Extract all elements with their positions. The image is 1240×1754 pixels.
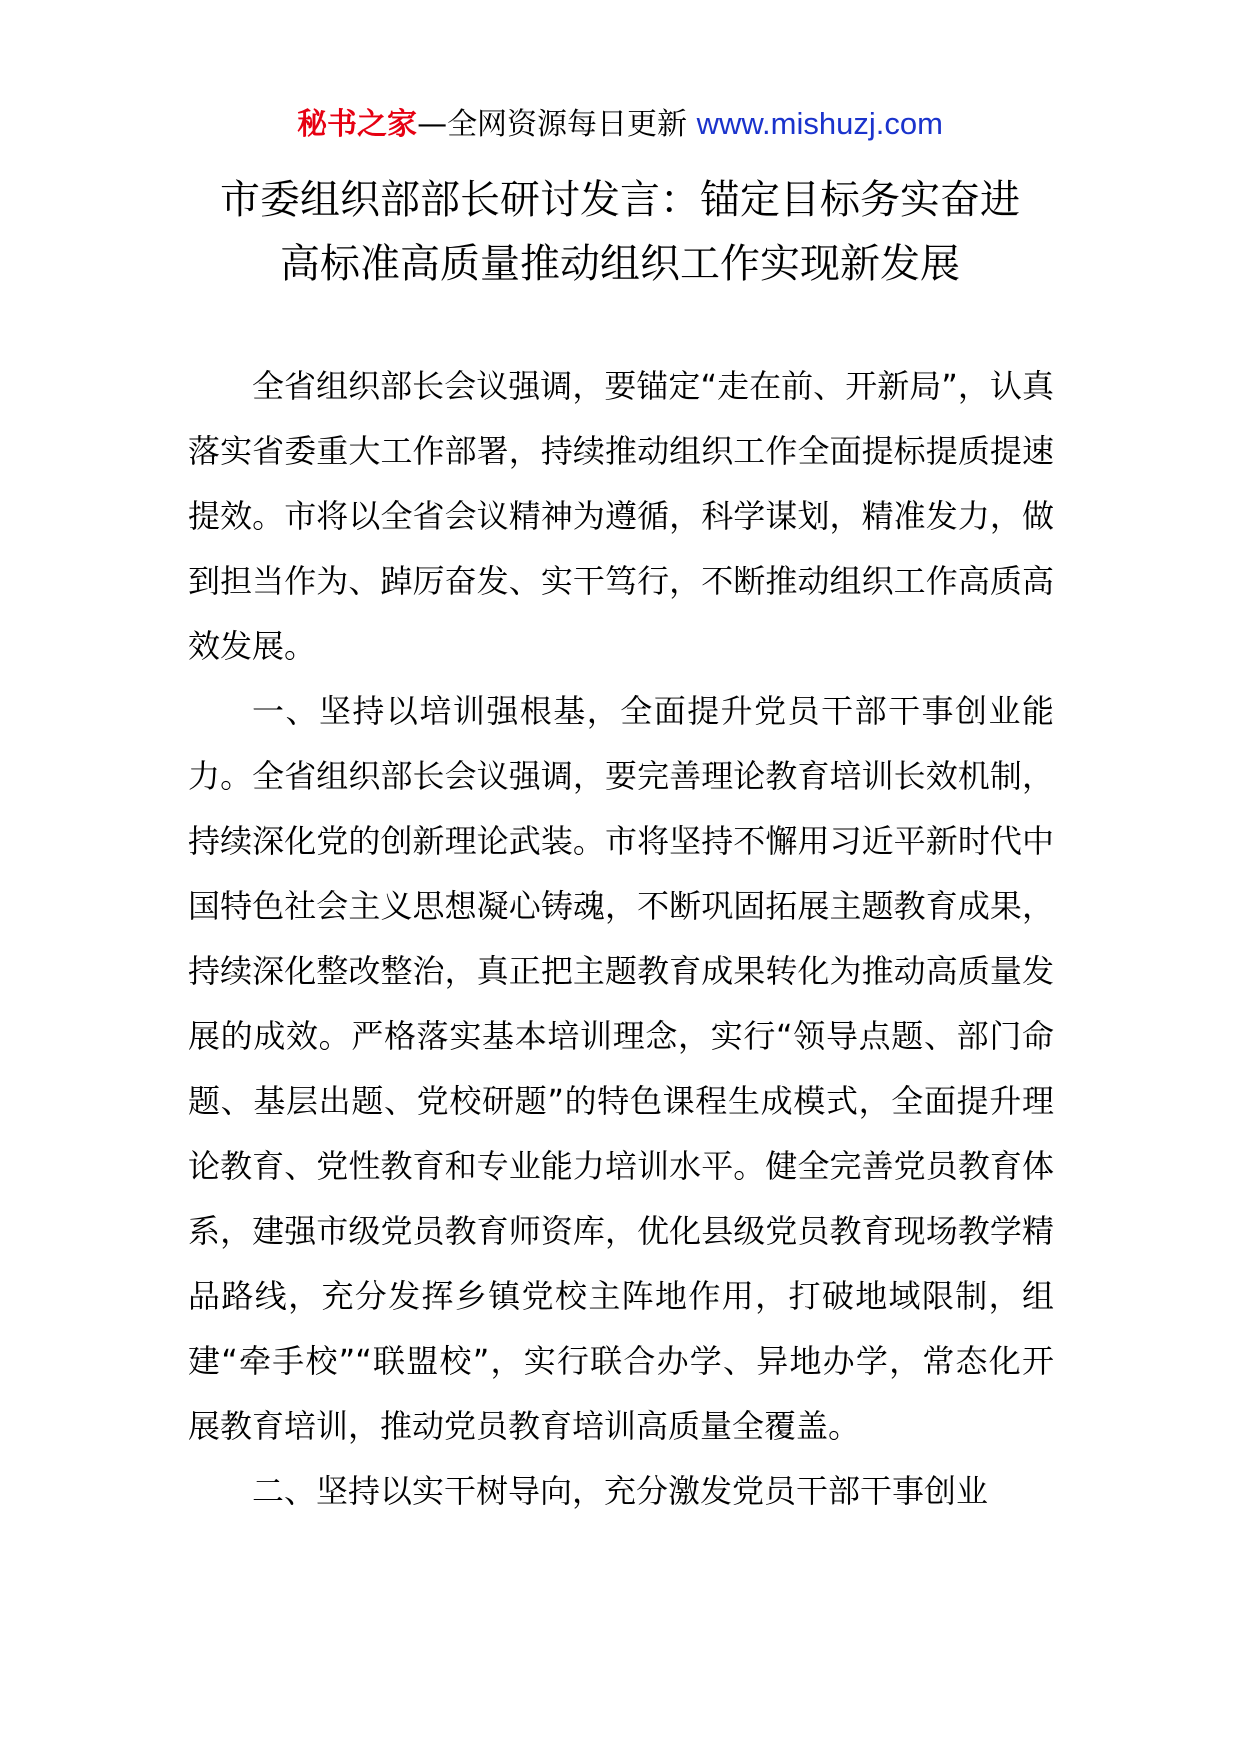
title-line-1: 市委组织部部长研讨发言：锚定目标务实奋进 xyxy=(220,177,1020,223)
intro-paragraph: 全省组织部长会议强调，要锚定“走在前、开新局”，认真落实省委重大工作部署，持续推动组织工作全面提标提质提速提效。市将以全省会议精神为遵循，科学谋划，精准发力，做到担当作为、踔厉奋发、实干笃行，不断推动组织工作高质高效发展。 xyxy=(188,367,1054,665)
banner-slogan: —全网资源每日更新 xyxy=(417,107,697,142)
document-title xyxy=(100,168,1140,296)
document-body xyxy=(188,354,1054,1524)
brand-name: 秘书之家 xyxy=(297,107,418,142)
section-two-paragraph: 二、坚持以实干树导向，充分激发党员干部干事创业 xyxy=(252,1472,989,1510)
section-one-paragraph: 一、坚持以培训强根基，全面提升党员干部干事创业能力。全省组织部长会议强调，要完善理论教育培训长效机制，持续深化党的创新理论武装。市将坚持不懈用习近平新时代中国特色社会主义思想凝心铸魂，不断巩固拓展主题教育成果，持续深化整改整治，真正把主题教育成果转化为推动高质量发展的成效。严格落实基本培训理念，实行“领导点题、部门命题、基层出题、党校研题”的特色课程生成模式，全面提升理论教育、党性教育和专业能力培训水平。健全完善党员教育体系，建强市级党员教育师资库，优化县级党员教育现场教学精品路线，充分发挥乡镇党校主阵地作用，打破地域限制，组建“牵手校”“联盟校”，实行联合办学、异地办学，常态化开展教育培训，推动党员教育培训高质量全覆盖。 xyxy=(188,692,1054,1445)
site-url[interactable]: www.mishuzj.com xyxy=(696,106,943,141)
title-line-2: 高标准高质量推动组织工作实现新发展 xyxy=(280,241,960,287)
site-banner xyxy=(0,104,1240,145)
